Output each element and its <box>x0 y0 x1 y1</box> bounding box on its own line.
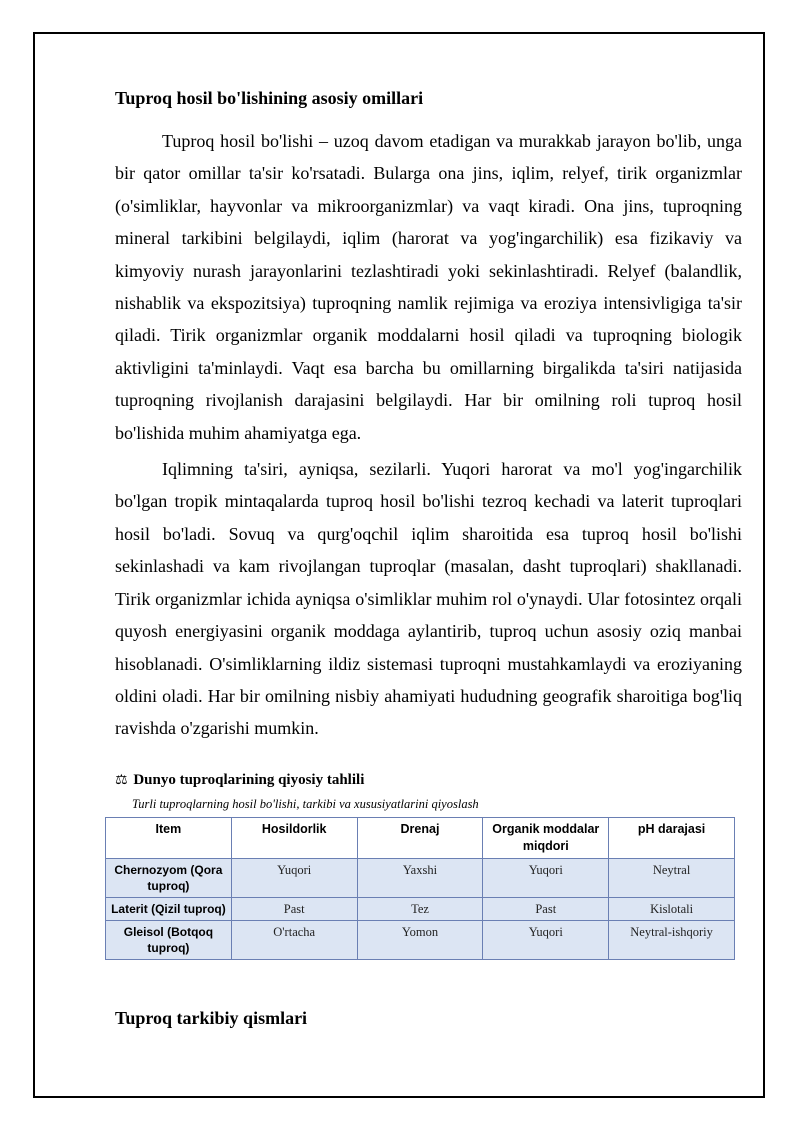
row-header-cell: Laterit (Qizil tuproq) <box>106 897 232 920</box>
column-header: Drenaj <box>357 817 483 858</box>
row-header-cell: Chernozyom (Qora tuproq) <box>106 858 232 897</box>
paragraph-1: Tuproq hosil bo'lishi – uzoq davom etadigan va murakkab jarayon bo'lib, unga bir qator omillar ta'sir ko'rsatadi. Bularga ona jins, iqlim, relyef, tirik organizmlar (o'simliklar, hayvonlar va mikroorganizmlar) va vaqt kiradi. Ona jins, tuproqning mineral tarkibini belgilaydi, iqlim (harorat va yog'ingarchilik) esa fizikaviy va kimyoviy nurash jarayonlarini tezlashtiradi yoki sekinlashtiradi. Relyef (balandlik, nishablik va ekspozitsiya) tuproqning namlik rejimiga va eroziya intensivligiga ta'sir qiladi. Tirik organizmlar organik moddalarni hosil qiladi va tuproqning biologik aktivligini ta'minlaydi. Vaqt esa barcha bu omillarning birgalikda ta'siri natijasida tuproqning rivojlanish darajasini belgilaydi. Har bir omilning roli tuproq hosil bo'lishida muhim ahamiyatga ega. <box>115 131 742 443</box>
column-header: Organik moddalar miqdori <box>483 817 609 858</box>
table-cell: Yomon <box>357 920 483 959</box>
table-row <box>106 897 735 920</box>
document-body <box>111 85 742 1031</box>
table-cell: O'rtacha <box>231 920 357 959</box>
table-title-text: Dunyo tuproqlarining qiyosiy tahlili <box>133 771 365 788</box>
column-header: pH darajasi <box>609 817 735 858</box>
column-header: Item <box>106 817 232 858</box>
balance-scale-icon: ⚖ <box>115 771 128 788</box>
table-cell: Tez <box>357 897 483 920</box>
table-row <box>106 858 735 897</box>
table-cell: Yaxshi <box>357 858 483 897</box>
section-heading-2: Tuproq tarkibiy qismlari <box>115 1007 308 1028</box>
table-cell: Yuqori <box>231 858 357 897</box>
comparison-table <box>105 817 735 960</box>
table-cell: Past <box>483 897 609 920</box>
table-caption: Turli tuproqlarning hosil bo'lishi, tarkibi va xususiyatlarini qiyoslash <box>132 796 479 811</box>
table-cell: Neytral-ishqoriy <box>609 920 735 959</box>
row-header-cell: Gleisol (Botqoq tuproq) <box>106 920 232 959</box>
table-header-row <box>106 817 735 858</box>
table-cell: Yuqori <box>483 858 609 897</box>
table-cell: Kislotali <box>609 897 735 920</box>
table-cell: Past <box>231 897 357 920</box>
table-cell: Yuqori <box>483 920 609 959</box>
table-row <box>106 920 735 959</box>
table-cell: Neytral <box>609 858 735 897</box>
column-header: Hosildorlik <box>231 817 357 858</box>
paragraph-2: Iqlimning ta'siri, ayniqsa, sezilarli. Yuqori harorat va mo'l yog'ingarchilik bo'lgan tropik mintaqalarda tuproq hosil bo'lishi tezroq kechadi va laterit tuproqlari hosil bo'ladi. Sovuq va qurg'oqchil iqlim sharoitida esa tuproq hosil bo'lishi sekinlashadi va kam rivojlangan tuproqlar (masalan, dasht tuproqlari) shakllanadi. Tirik organizmlar ichida ayniqsa o'simliklar muhim rol o'ynaydi. Ular fotosintez orqali quyosh energiyasini organik moddaga aylantirib, tuproq uchun asosiy oziq manbai hisoblanadi. O'simliklarning ildiz sistemasi tuproqni mustahkamlaydi va eroziyaning oldini oladi. Har bir omilning nisbiy ahamiyati hududning geografik sharoitiga bog'liq ravishda o'zgarishi mumkin. <box>115 459 742 739</box>
section-heading: Tuproq hosil bo'lishining asosiy omillari <box>115 88 424 108</box>
table-title <box>115 770 742 790</box>
